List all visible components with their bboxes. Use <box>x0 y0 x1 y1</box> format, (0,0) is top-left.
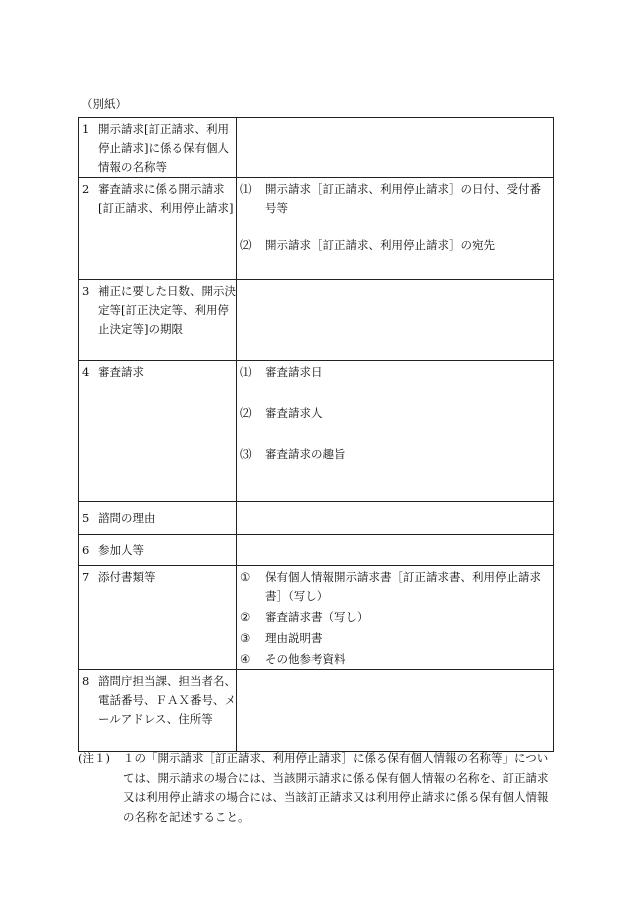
content-item <box>237 443 553 464</box>
form-row-1 <box>79 118 554 178</box>
footnote-text: １の「開示請求［訂正請求、利用停止請求］に係る保有個人情報の名称等」については、開示請求の場合には、当該開示請求に係る保有個人情報の名称を、訂正請求又は利用停止請求の場合には、当該訂正請求又は利用停止請求に係る保有個人情報の名称を記述すること。 <box>123 751 549 824</box>
item-text: 理由説明書 <box>265 631 323 645</box>
row-label-cell <box>79 535 237 566</box>
row-label-cell <box>79 361 237 502</box>
content-item <box>237 178 553 218</box>
item-text: 開示請求［訂正請求、利用停止請求］の宛先 <box>265 238 495 252</box>
item-mark: ⑴ <box>240 182 252 196</box>
footnote <box>78 749 556 827</box>
row-number: 4 <box>82 365 90 379</box>
row-number: 5 <box>82 511 90 525</box>
row-content-cell <box>237 566 554 670</box>
row-number: 7 <box>82 570 90 584</box>
row-label: 補正に要した日数、開示決定等[訂正決定等、利用停止決定等]の期限 <box>98 284 236 336</box>
row-label-cell <box>79 178 237 280</box>
consultation-form-table <box>78 117 554 752</box>
row-number: 3 <box>82 284 90 298</box>
content-item <box>237 566 553 606</box>
content-item <box>237 234 553 255</box>
item-text: 審査請求書（写し） <box>265 610 369 624</box>
form-row-3 <box>79 280 554 361</box>
row-label: 参加人等 <box>98 543 144 557</box>
item-text: 開示請求［訂正請求、利用停止請求］の日付、受付番号等 <box>265 182 541 215</box>
row-content-cell <box>237 502 554 535</box>
row-content-cell <box>237 535 554 566</box>
row-number: 6 <box>82 543 90 557</box>
row-content-cell <box>237 670 554 752</box>
item-text: 審査請求の趣旨 <box>265 447 346 461</box>
item-mark: ⑵ <box>240 406 252 420</box>
form-row-6 <box>79 535 554 566</box>
item-mark: ③ <box>240 631 251 645</box>
form-row-4 <box>79 361 554 502</box>
row-content-cell <box>237 178 554 280</box>
row-label: 諮問庁担当課、担当者名、電話番号、ＦＡＸ番号、メールアドレス、住所等 <box>98 674 236 726</box>
item-mark: ① <box>240 570 251 584</box>
row-label: 開示請求[訂正請求、利用停止請求]に係る保有個人情報の名称等 <box>98 122 229 174</box>
item-text: 審査請求人 <box>265 406 323 420</box>
content-item <box>237 648 553 669</box>
row-label-cell <box>79 670 237 752</box>
item-text: 審査請求日 <box>265 365 323 379</box>
item-mark: ⑴ <box>240 365 252 379</box>
item-mark: ⑵ <box>240 238 252 252</box>
form-row-2 <box>79 178 554 280</box>
item-mark: ② <box>240 610 251 624</box>
content-item <box>237 627 553 648</box>
row-label: 諮問の理由 <box>98 511 156 525</box>
row-number: 8 <box>82 674 90 688</box>
row-label-cell <box>79 502 237 535</box>
row-number: 2 <box>82 182 90 196</box>
row-label: 審査請求 <box>98 365 144 379</box>
row-label: 添付書類等 <box>98 570 156 584</box>
row-label-cell <box>79 280 237 361</box>
content-item <box>237 606 553 627</box>
row-label: 審査請求に係る開示請求[訂正請求、利用停止請求] <box>98 182 234 215</box>
row-content-cell <box>237 280 554 361</box>
form-row-7 <box>79 566 554 670</box>
item-text: その他参考資料 <box>265 652 346 666</box>
form-row-8 <box>79 670 554 752</box>
form-heading: （別紙） <box>81 97 127 111</box>
row-number: 1 <box>82 122 90 136</box>
row-content-cell <box>237 361 554 502</box>
footnote-label: (注１) <box>78 751 110 765</box>
content-item <box>237 361 553 382</box>
row-content-cell <box>237 118 554 178</box>
content-item <box>237 402 553 423</box>
item-mark: ④ <box>240 652 251 666</box>
row-label-cell <box>79 566 237 670</box>
form-row-5 <box>79 502 554 535</box>
row-label-cell <box>79 118 237 178</box>
item-text: 保有個人情報開示請求書［訂正請求書、利用停止請求書］（写し） <box>265 570 541 603</box>
item-mark: ⑶ <box>240 447 252 461</box>
